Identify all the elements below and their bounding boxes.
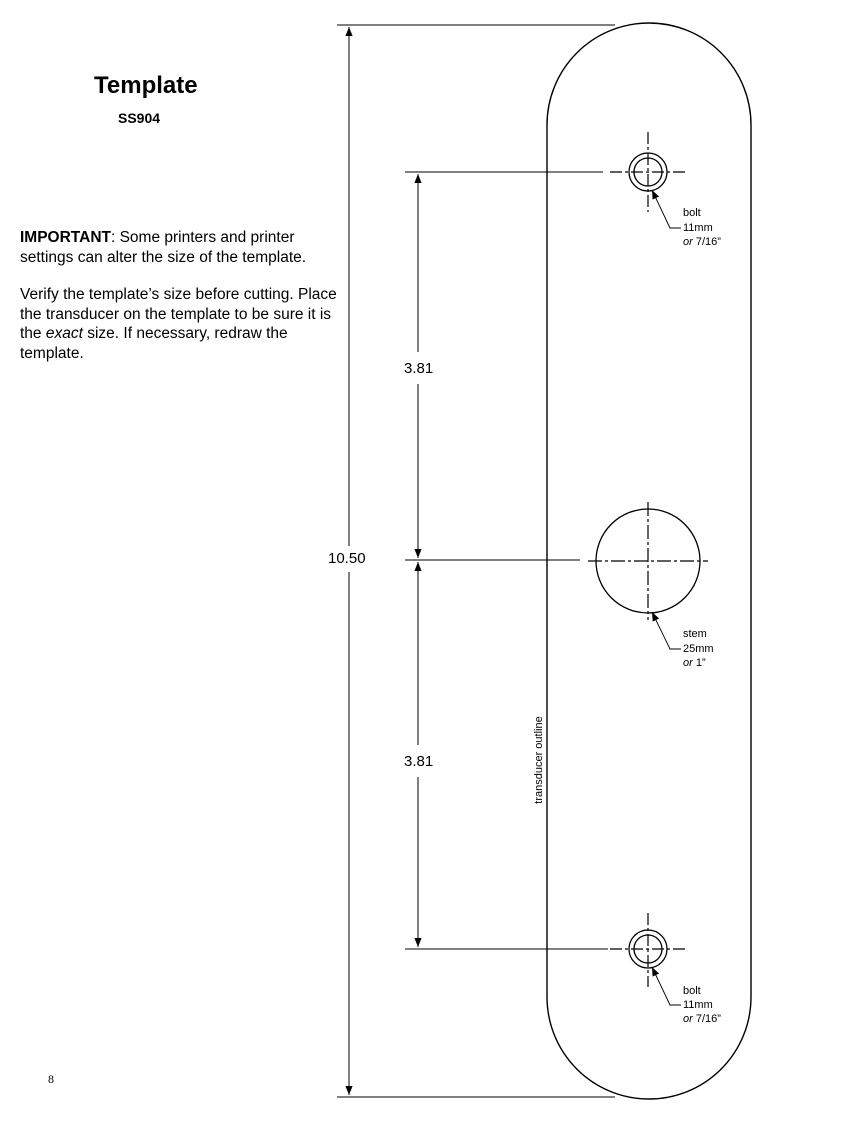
transducer-outline-label: transducer outline xyxy=(533,716,545,804)
svg-text:11mm: 11mm xyxy=(683,999,713,1011)
top-bolt-hole xyxy=(610,132,686,228)
stem-hole xyxy=(588,502,708,649)
stem-callout xyxy=(683,628,714,669)
svg-text:25mm: 25mm xyxy=(683,643,714,655)
important-label: IMPORTANT xyxy=(20,229,111,246)
important-text: : Some printers and printer settings can alter the size of the template. xyxy=(20,229,307,266)
svg-text:bolt: bolt xyxy=(683,985,701,997)
bottom-bolt-callout xyxy=(683,985,721,1025)
transducer-outline xyxy=(547,23,751,1099)
svg-text:stem: stem xyxy=(683,628,707,640)
svg-text:11mm: 11mm xyxy=(683,222,713,234)
svg-text:bolt: bolt xyxy=(683,207,701,219)
lower-spacing-label: 3.81 xyxy=(404,753,434,770)
verify-text-2: size. If necessary, redraw the template. xyxy=(20,325,288,362)
bottom-bolt-hole xyxy=(610,913,686,1005)
overall-length-label: 10.50 xyxy=(328,550,366,567)
overall-dimension xyxy=(337,25,615,1097)
svg-text:or 7/16”: or 7/16” xyxy=(683,236,721,248)
verify-emphasis: exact xyxy=(45,325,83,342)
page-title: Template xyxy=(94,72,198,99)
top-bolt-callout xyxy=(683,207,721,248)
page-number: 8 xyxy=(48,1072,54,1086)
upper-spacing-label: 3.81 xyxy=(404,360,434,377)
model-number: SS904 xyxy=(118,110,161,126)
svg-text:or 1”: or 1” xyxy=(683,657,706,669)
verify-text-1: Verify the template’s size before cutting. Place the transducer on the template to be sure it is the xyxy=(20,286,337,342)
svg-text:or 7/16”: or 7/16” xyxy=(683,1013,721,1025)
spacing-dimensions xyxy=(405,172,608,949)
